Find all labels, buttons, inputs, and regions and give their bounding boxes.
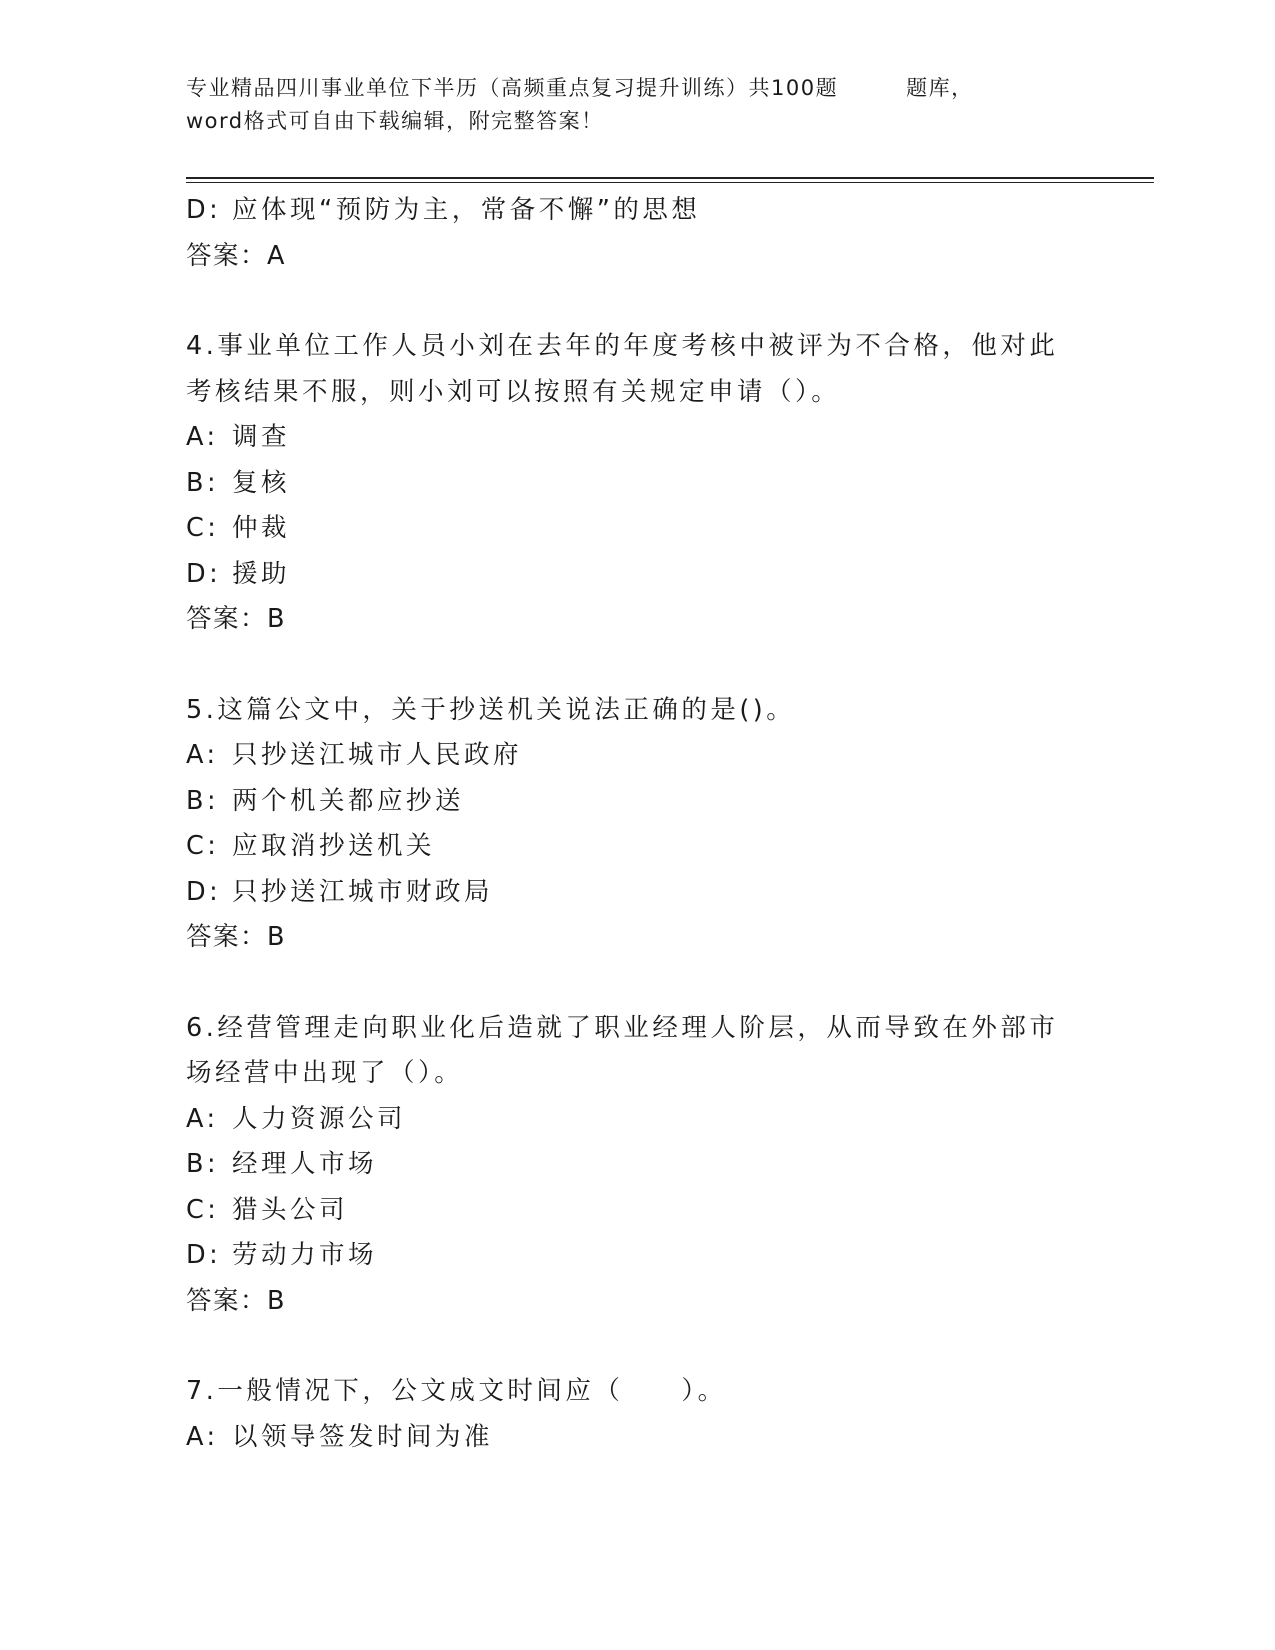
question-stem-continued: 场经营中出现了（）。 [186, 1058, 464, 1088]
option-d [186, 1233, 1086, 1279]
answer-line: 答案：B [186, 1285, 286, 1316]
option-b [186, 779, 1086, 825]
question-stem: 6.经营管理走向职业化后造就了职业经理人阶层，从而导致在外部市 [186, 1012, 1059, 1043]
answer-line: 答案：B [186, 604, 286, 634]
option-text: 只抄送江城市人民政府 [232, 740, 523, 770]
option-d [186, 188, 1086, 234]
option-key: B: [186, 1149, 220, 1179]
option-key: B: [186, 785, 220, 816]
option-key: D: [186, 195, 222, 225]
header-title-line [186, 72, 1086, 105]
option-text: 调查 [232, 422, 291, 452]
option-text: 应取消抄送机关 [232, 831, 436, 861]
option-key: A: [186, 1103, 219, 1134]
question-7 [186, 1369, 1086, 1460]
option-key: D: [186, 558, 222, 589]
option-text: 复核 [232, 467, 291, 498]
option-text: 人力资源公司 [232, 1103, 407, 1134]
question-5 [186, 688, 1086, 961]
document-header [186, 72, 1086, 138]
option-d [186, 552, 1086, 598]
option-key: C: [186, 513, 220, 543]
option-key: C: [186, 831, 220, 861]
option-a [186, 1097, 1086, 1143]
option-key: A: [186, 1421, 219, 1452]
option-key: A: [186, 740, 219, 770]
question-4 [186, 324, 1086, 643]
option-key: A: [186, 422, 219, 452]
option-key: D: [186, 1240, 222, 1270]
question-stem: 7.一般情况下，公文成文时间应（ ）。 [186, 1376, 727, 1406]
option-b [186, 1142, 1086, 1188]
option-text: 以领导签发时间为准 [232, 1421, 494, 1452]
question-stem: 5.这篇公文中，关于抄送机关说法正确的是()。 [186, 694, 796, 725]
answer-line: 答案：B [186, 922, 286, 952]
option-text: 经理人市场 [232, 1149, 378, 1179]
option-text: 援助 [232, 558, 291, 589]
option-text: 猎头公司 [232, 1194, 349, 1225]
header-divider-thick [186, 177, 1154, 179]
option-key: B: [186, 467, 220, 498]
option-text: 两个机关都应抄送 [232, 785, 465, 816]
header-title-suffix: 题库， [906, 76, 974, 100]
header-title: 专业精品四川事业单位下半历（高频重点复习提升训练）共100题 [186, 76, 839, 100]
option-c [186, 506, 1086, 552]
option-a [186, 733, 1086, 779]
option-text: 只抄送江城市财政局 [232, 876, 494, 907]
option-c [186, 824, 1086, 870]
option-c [186, 1188, 1086, 1234]
question-6 [186, 1006, 1086, 1325]
answer-line: 答案：A [186, 240, 286, 271]
option-b [186, 461, 1086, 507]
option-d [186, 870, 1086, 916]
option-key: C: [186, 1194, 220, 1225]
option-a [186, 1415, 1086, 1461]
document-body [186, 188, 1086, 1460]
option-text: 仲裁 [232, 513, 291, 543]
option-a [186, 415, 1086, 461]
option-text: 应体现“预防为主，常备不懈”的思想 [232, 195, 701, 225]
question-stem: 4.事业单位工作人员小刘在去年的年度考核中被评为不合格，他对此 [186, 331, 1059, 361]
option-text: 劳动力市场 [232, 1240, 378, 1270]
header-subtitle: word格式可自由下载编辑，附完整答案！ [186, 109, 604, 133]
header-divider-thin [186, 182, 1154, 183]
question-stem-continued: 考核结果不服，则小刘可以按照有关规定申请（）。 [186, 376, 841, 407]
option-key: D: [186, 876, 222, 907]
